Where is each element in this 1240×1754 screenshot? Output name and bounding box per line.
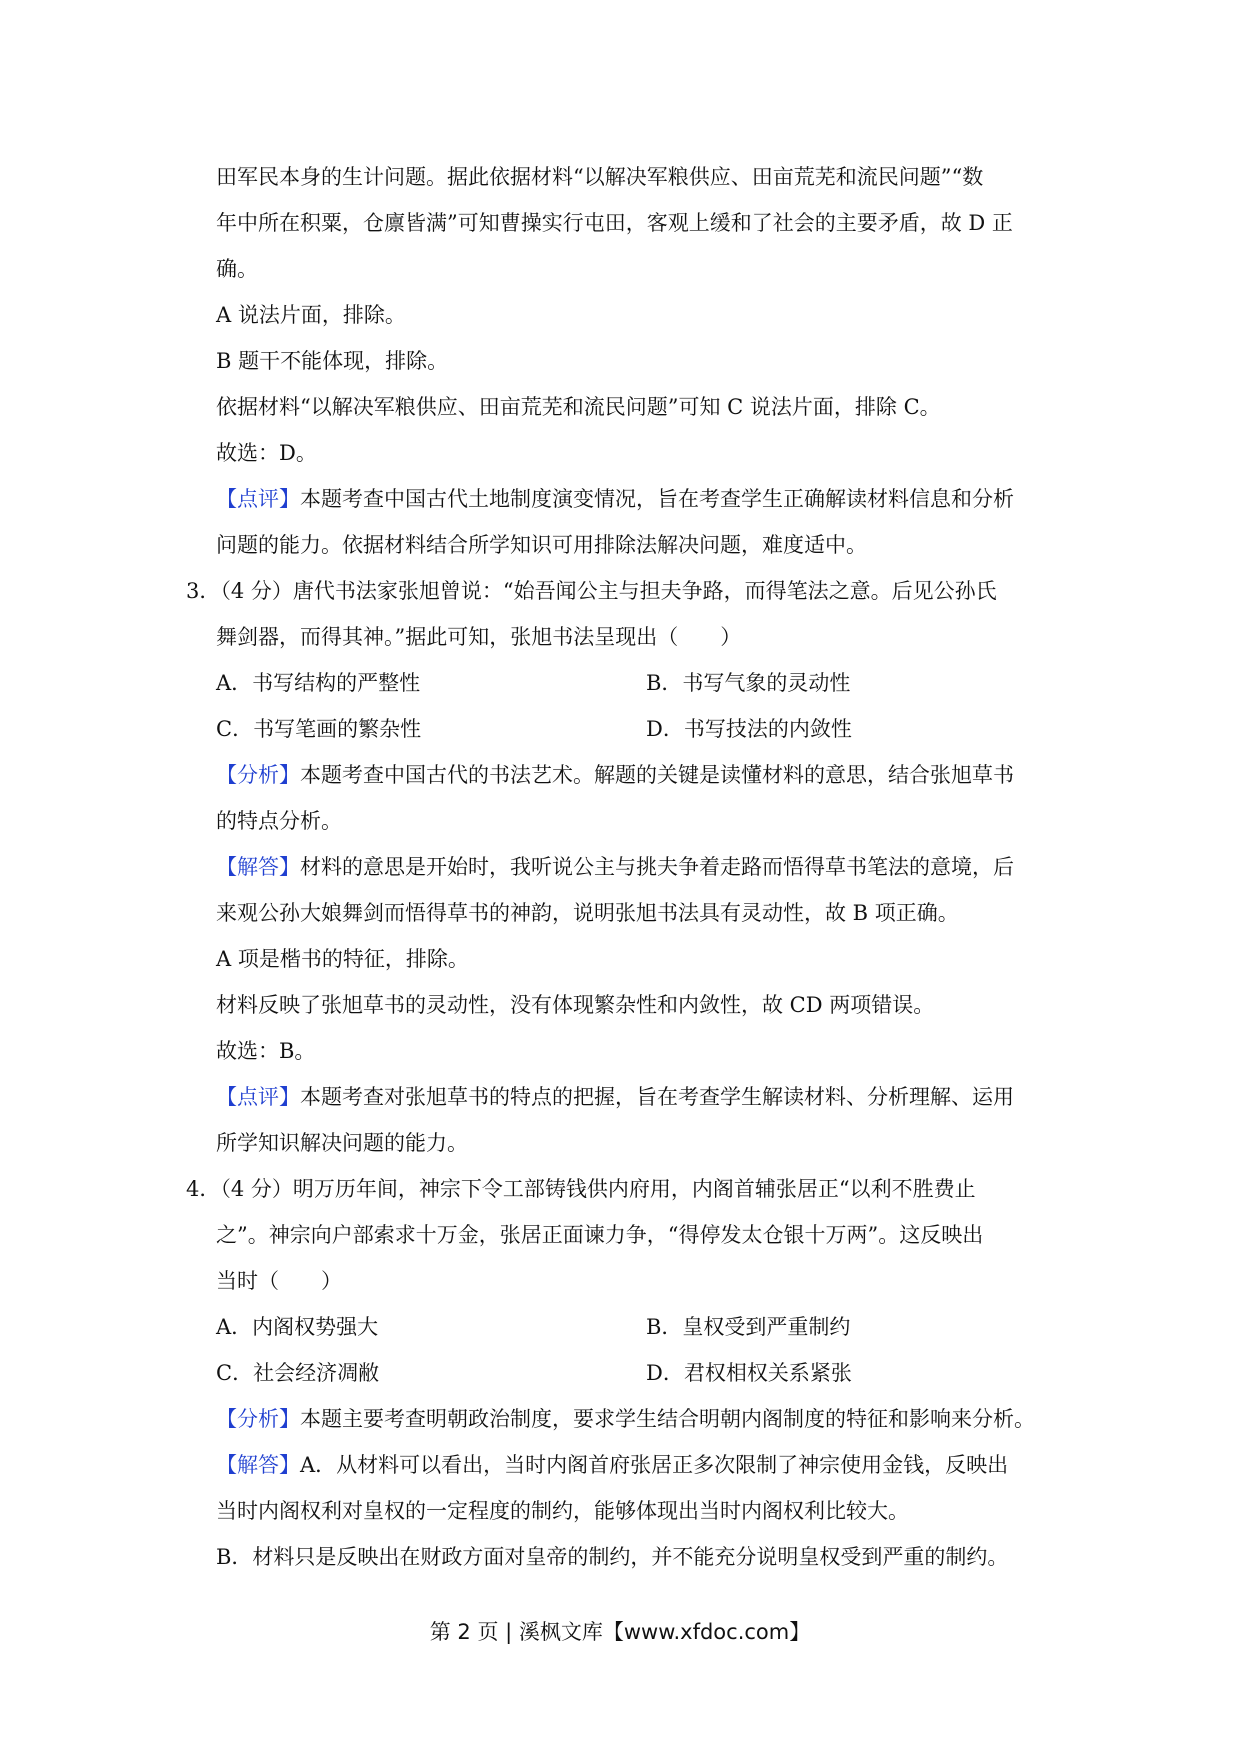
text-line: 故选：D。 bbox=[216, 441, 317, 465]
q3-stem: 3．（4 分）唐代书法家张旭曾说：“始吾闻公主与担夫争路，而得笔法之意。后见公孙氏 bbox=[186, 579, 997, 603]
q3-stem: 舞剑器，而得其神。”据此可知，张旭书法呈现出（ ） bbox=[216, 625, 742, 649]
analysis-text: 本题考查中国古代的书法艺术。解题的关键是读懂材料的意思，结合张旭草书 bbox=[300, 763, 1014, 787]
text-line: 田军民本身的生计问题。据此依据材料“以解决军粮供应、田亩荒芜和流民问题”“数 bbox=[216, 165, 984, 189]
q3-analysis bbox=[216, 760, 1014, 790]
text-line: 所学知识解决问题的能力。 bbox=[216, 1131, 468, 1155]
answer-text: A．从材料可以看出，当时内阁首府张居正多次限制了神宗使用金钱，反映出 bbox=[300, 1453, 1009, 1477]
q3-option-b: B．书写气象的灵动性 bbox=[646, 671, 851, 695]
q4-option-b: B．皇权受到严重制约 bbox=[646, 1315, 851, 1339]
page-footer: 第 2 页 | 溪枫文库【www.xfdoc.com】 bbox=[429, 1620, 811, 1644]
analysis-tag: 【分析】 bbox=[216, 763, 300, 787]
q4-stem: 4．（4 分）明万历年间，神宗下令工部铸钱供内府用，内阁首辅张居正“以利不胜费止 bbox=[186, 1177, 976, 1201]
q3-answer bbox=[216, 852, 1014, 882]
text-line: 材料反映了张旭草书的灵动性，没有体现繁杂性和内敛性，故 CD 两项错误。 bbox=[216, 993, 935, 1017]
analysis-text: 本题主要考查明朝政治制度，要求学生结合明朝内阁制度的特征和影响来分析。 bbox=[300, 1407, 1035, 1431]
text-line: 年中所在积粟，仓廪皆满”可知曹操实行屯田，客观上缓和了社会的主要矛盾，故 D 正 bbox=[216, 211, 1013, 235]
q4-option-a: A．内阁权势强大 bbox=[216, 1315, 379, 1339]
text-line: 故选：B。 bbox=[216, 1039, 316, 1063]
comment-tag: 【点评】 bbox=[216, 487, 300, 511]
comment-text: 本题考查中国古代土地制度演变情况，旨在考查学生正确解读材料信息和分析 bbox=[300, 487, 1014, 511]
analysis-tag: 【分析】 bbox=[216, 1407, 300, 1431]
q3-option-d: D．书写技法的内敛性 bbox=[646, 717, 852, 741]
text-line: 来观公孙大娘舞剑而悟得草书的神韵，说明张旭书法具有灵动性，故 B 项正确。 bbox=[216, 901, 959, 925]
q3-option-c: C．书写笔画的繁杂性 bbox=[216, 717, 422, 741]
q4-option-c: C．社会经济凋敝 bbox=[216, 1361, 380, 1385]
answer-tag: 【解答】 bbox=[216, 855, 300, 879]
text-line: A 说法片面，排除。 bbox=[216, 303, 406, 327]
text-line: 依据材料“以解决军粮供应、田亩荒芜和流民问题”可知 C 说法片面，排除 C。 bbox=[216, 395, 941, 419]
answer-tag: 【解答】 bbox=[216, 1453, 300, 1477]
text-line: A 项是楷书的特征，排除。 bbox=[216, 947, 469, 971]
text-line: 当时内阁权利对皇权的一定程度的制约，能够体现出当时内阁权利比较大。 bbox=[216, 1499, 909, 1523]
q3-comment bbox=[216, 1082, 1014, 1112]
text-line: 问题的能力。依据材料结合所学知识可用排除法解决问题，难度适中。 bbox=[216, 533, 867, 557]
q4-answer bbox=[216, 1450, 1008, 1480]
text-line: B．材料只是反映出在财政方面对皇帝的制约，并不能充分说明皇权受到严重的制约。 bbox=[216, 1545, 1009, 1569]
q4-option-d: D．君权相权关系紧张 bbox=[646, 1361, 852, 1385]
q4-stem: 之”。神宗向户部索求十万金，张居正面谏力争，“得停发太仓银十万两”。这反映出 bbox=[216, 1223, 984, 1247]
text-line: B 题干不能体现，排除。 bbox=[216, 349, 449, 373]
text-line: 的特点分析。 bbox=[216, 809, 342, 833]
comment-tag: 【点评】 bbox=[216, 1085, 300, 1109]
q2-comment bbox=[216, 484, 1014, 514]
q3-option-a: A．书写结构的严整性 bbox=[216, 671, 421, 695]
answer-text: 材料的意思是开始时，我听说公主与挑夫争着走路而悟得草书笔法的意境，后 bbox=[300, 855, 1014, 879]
q4-analysis bbox=[216, 1404, 1035, 1434]
text-line: 确。 bbox=[216, 257, 258, 281]
comment-text: 本题考查对张旭草书的特点的把握，旨在考查学生解读材料、分析理解、运用 bbox=[300, 1085, 1014, 1109]
q4-stem: 当时（ ） bbox=[216, 1269, 342, 1293]
